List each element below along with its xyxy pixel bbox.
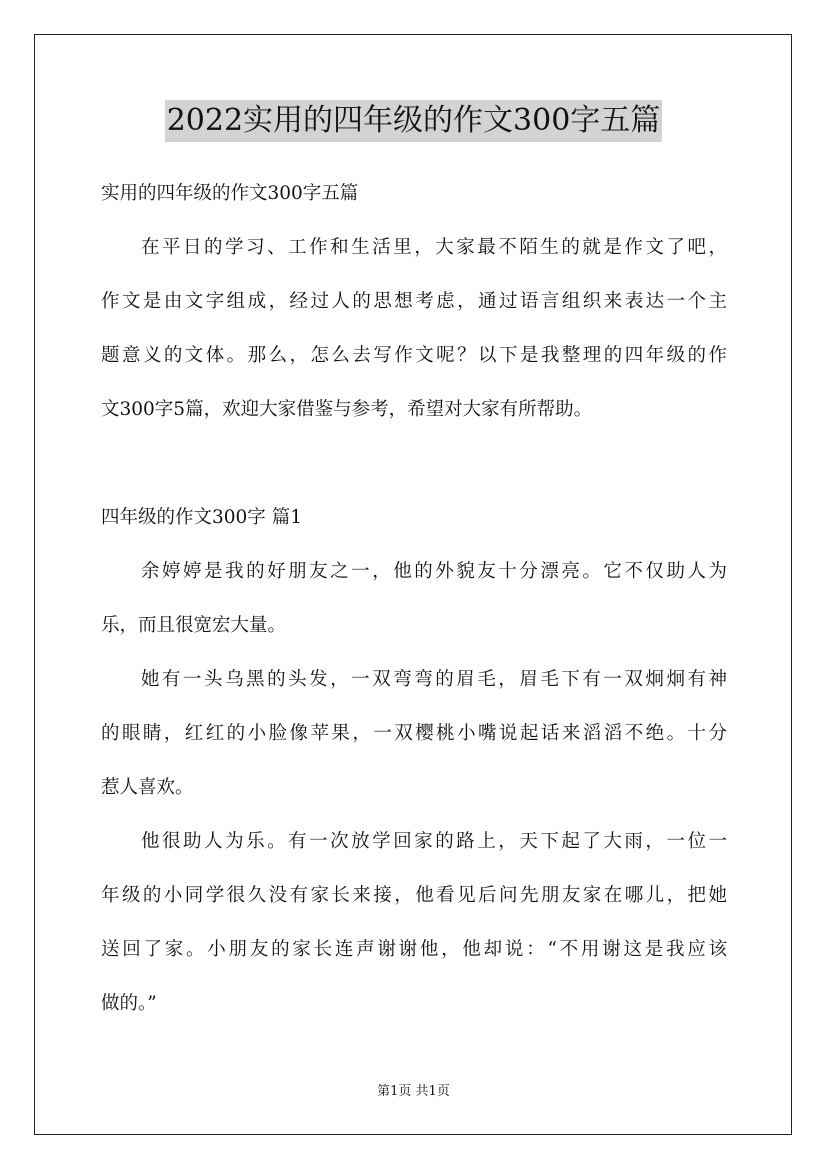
paragraph-2-line-3: 惹人喜欢。 xyxy=(101,777,194,798)
paragraph-spacer xyxy=(101,445,727,499)
intro-line-1: 在平日的学习、工作和生活里，大家最不陌生的就是作文了吧， xyxy=(141,237,727,258)
intro-line-2: 作文是由文字组成，经过人的思想考虑，通过语言组织来表达一个主 xyxy=(101,291,727,312)
paragraph-3-line-2: 年级的小同学很久没有家长来接，他看见后问先朋友家在哪儿，把她 xyxy=(101,885,727,906)
intro-line-4: 文300字5篇，欢迎大家借鉴与参考，希望对大家有所帮助。 xyxy=(101,399,593,420)
paragraph-2-line-1: 她有一头乌黑的头发，一双弯弯的眉毛，眉毛下有一双炯炯有神 xyxy=(141,669,727,690)
document-title: 2022实用的四年级的作文300字五篇 xyxy=(165,100,663,142)
section-heading: 四年级的作文300字 篇1 xyxy=(101,507,302,528)
page-footer: 第1页 共1页 xyxy=(377,1084,450,1099)
intro-line-3: 题意义的文体。那么，怎么去写作文呢？以下是我整理的四年级的作 xyxy=(101,345,727,366)
paragraph-1-line-2: 乐，而且很宽宏大量。 xyxy=(101,615,287,636)
document-subtitle: 实用的四年级的作文300字五篇 xyxy=(101,183,359,204)
paragraph-1-line-1: 余婷婷是我的好朋友之一，他的外貌友十分漂亮。它不仅助人为 xyxy=(141,561,727,582)
paragraph-2-line-2: 的眼睛，红红的小脸像苹果，一双樱桃小嘴说起话来滔滔不绝。十分 xyxy=(101,723,727,744)
paragraph-3-line-3: 送回了家。小朋友的家长连声谢谢他，他却说：“不用谢这是我应该 xyxy=(101,939,727,960)
document-title-container xyxy=(0,100,827,142)
paragraph-3-line-1: 他很助人为乐。有一次放学回家的路上，天下起了大雨，一位一 xyxy=(141,831,727,852)
document-body xyxy=(101,175,727,1039)
paragraph-3-line-4: 做的。” xyxy=(101,993,157,1014)
